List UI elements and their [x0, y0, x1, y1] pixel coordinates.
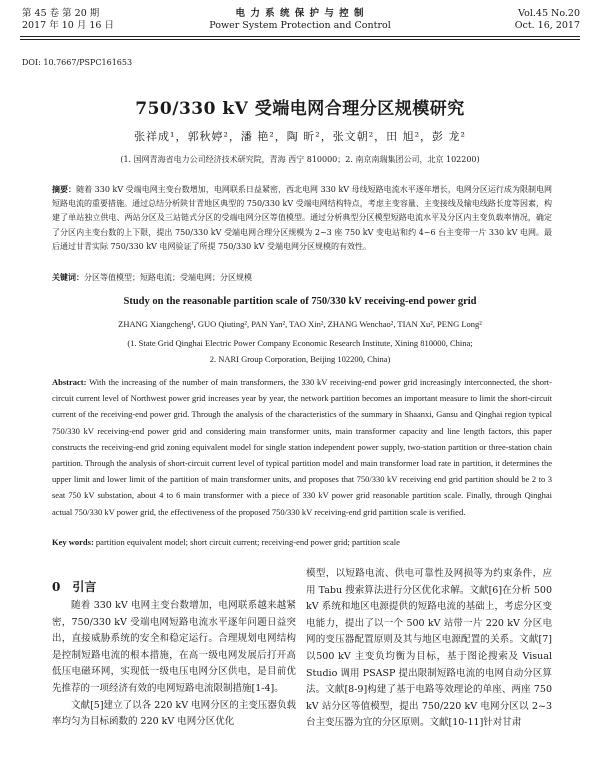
journal-name	[0, 8, 600, 32]
journal-issue-en	[515, 8, 580, 32]
issue-volume: 第 45 卷 第 20 期	[22, 8, 100, 19]
issue-date: 2017 年 10 月 16 日	[22, 20, 114, 31]
body-paragraph: 随着 330 kV 电网主变台数增加，电网联系越来越紧密，750/330 kV 受端电网短路电流水平逐年问题日益突出，直接威胁系统的安全和稳定运行。合理规划电网结构是控制短路电流的根本措施，在高一级电网发展后打开高低压电磁环网，实现低一级电压电网分区供电，是目前优先推荐的一项经济有效的电网短路电流限制措施[1-4]。	[52, 600, 296, 694]
header-rule	[20, 36, 580, 37]
abstract-cn-text: 随着 330 kV 受端电网主变台数增加，电网联系日益紧密，西北电网 330 kV 母线短路电流水平逐年增长，电网分区运行成为限制电网短路电流的重要措施。通过总结分析陕甘青地区典型的 750/330 kV 受端电网结构特点，考虑主变容量、主变接线及输电线路长度等因素，构建了单站独立供电、两站分区及三站链式分区的受端电网分区等值模型。通过分析典型分区模型短路电流水平及分区内主变负载率情况，确定了分区内主变台数的上下限，提出 750/330 kV 受端电网合理分区规模为 2~3 座 750 kV 变电站和约 4~6 台主变带一片 330 kV 电网。最后通过甘青实际 750/330 kV 电网验证了所提 750/330 kV 受端电网分区规模的有效性。	[52, 185, 553, 251]
journal-name-cn: 电 力 系 统 保 护 与 控 制	[235, 8, 365, 19]
affiliation-en-2: 2. NARI Group Corporation, Beijing 102200, China)	[209, 354, 391, 364]
body-column-left	[52, 598, 296, 731]
doi: DOI: 10.7667/PSPC161653	[22, 58, 133, 67]
abstract-en	[52, 374, 552, 520]
body-paragraph: 模型，以短路电流、供电可靠性及网损等为约束条件，应用 Tabu 搜索算法进行分区优化求解。文献[6]在分析 500 kV 系统和地区电源提供的短路电流的基础上，考虑分区变电能力，提出了以一个 500 kV 站带一片 220 kV 分区电网的变压器配置原则及其与地区电源配置的关系。文献[7]以500 kV 主变负均衡为目标，基于图论搜索及 Visual Studio 调用 PSASP 提出限制短路电流的电网自动分区算法。文献[8-9]构建了基于电路等效理论的单座、两座 750 kV 站分区等值模型，提出 750/220 kV 电网分区以 2~3 台主变压器为宜的分区原则。文献[10-11]针对甘肃	[306, 568, 552, 729]
issue-volume-en: Vol.45 No.20	[518, 8, 580, 19]
body-column-right	[306, 566, 552, 732]
abstract-en-label: Abstract:	[52, 377, 87, 387]
body-paragraph: 文献[5]建立了以各 220 kV 电网分区的主变压器负载率均匀为目标函数的 220 kV 电网分区优化	[52, 699, 296, 728]
affiliation-en-1: (1. State Grid Qinghai Electric Power Company Economic Research Institute, Xining 810000, China;	[127, 338, 473, 348]
paper-title-cn: 750/330 kV 受端电网合理分区规模研究	[135, 99, 465, 119]
keywords-cn	[52, 272, 552, 283]
affiliation-cn: (1. 国网青海省电力公司经济技术研究院，青海 西宁 810000；2. 南京南瑞集团公司，北京 102200)	[120, 155, 480, 164]
keywords-en-text: partition equivalent model; short circuit current; receiving-end power grid; partition scale	[95, 537, 400, 547]
keywords-cn-text: 分区等值模型；短路电流；受端电网；分区规模	[84, 273, 252, 282]
journal-name-en: Power System Protection and Control	[209, 20, 391, 31]
paper-title-en: Study on the reasonable partition scale of 750/330 kV receiving-end power grid	[123, 296, 477, 307]
header-rule-thin	[20, 39, 580, 40]
abstract-en-text: With the increasing of the number of main transformers, the 330 kV receiving-end power grid increasingly interconnected, the short-circuit current level of Northwest power grid increases year by year, the network partition becomes an important measure to limit the short-circuit current of the receiving-end power grid. Through the analysis of the characteristics of the summary in Shaanxi, Gansu and Qinghai region typical 750/330 kV receiving-end power grid and considering main transformer units, main transformer capacity and line length factors, this paper constructs the receiving-end grid zoning equivalent model for single station independent power supply, two-station partition or three-station chain partition. Through the analysis of short-circuit current level of typical partition model and main transformer load rate in partition, it determines the upper limit and lower limit of the partition of main transformer units, and proposes that 750/330 kV receiving end grid partition should be 2 to 3 seat 750 kV substation, about 4 to 6 main transformer with a piece of 330 kV power grid reasonable partition scale. Finally, through Qinghai actual 750/330 kV power grid, the effectiveness of the proposed 750/330 kV receiving-end grid partition scale is verified.	[52, 377, 552, 517]
keywords-en	[52, 537, 552, 547]
abstract-cn-label: 摘要：	[52, 184, 77, 194]
keywords-en-label: Key words:	[52, 537, 94, 547]
keywords-cn-label: 关键词：	[52, 272, 84, 282]
abstract-cn	[52, 182, 552, 254]
authors-cn: 张祥成¹，郭秋婷²，潘 艳²，陶 昕²，张文朝²，田 旭²，彭 龙²	[134, 130, 466, 143]
issue-date-en: Oct. 16, 2017	[514, 20, 580, 31]
affiliation-en	[60, 335, 540, 367]
section-heading-introduction: 0 引言	[52, 580, 97, 594]
authors-en: ZHANG Xiangcheng¹, GUO Qiuting², PAN Yan², TAO Xin², ZHANG Wenchao², TIAN Xu², PENG Long²	[118, 319, 482, 329]
